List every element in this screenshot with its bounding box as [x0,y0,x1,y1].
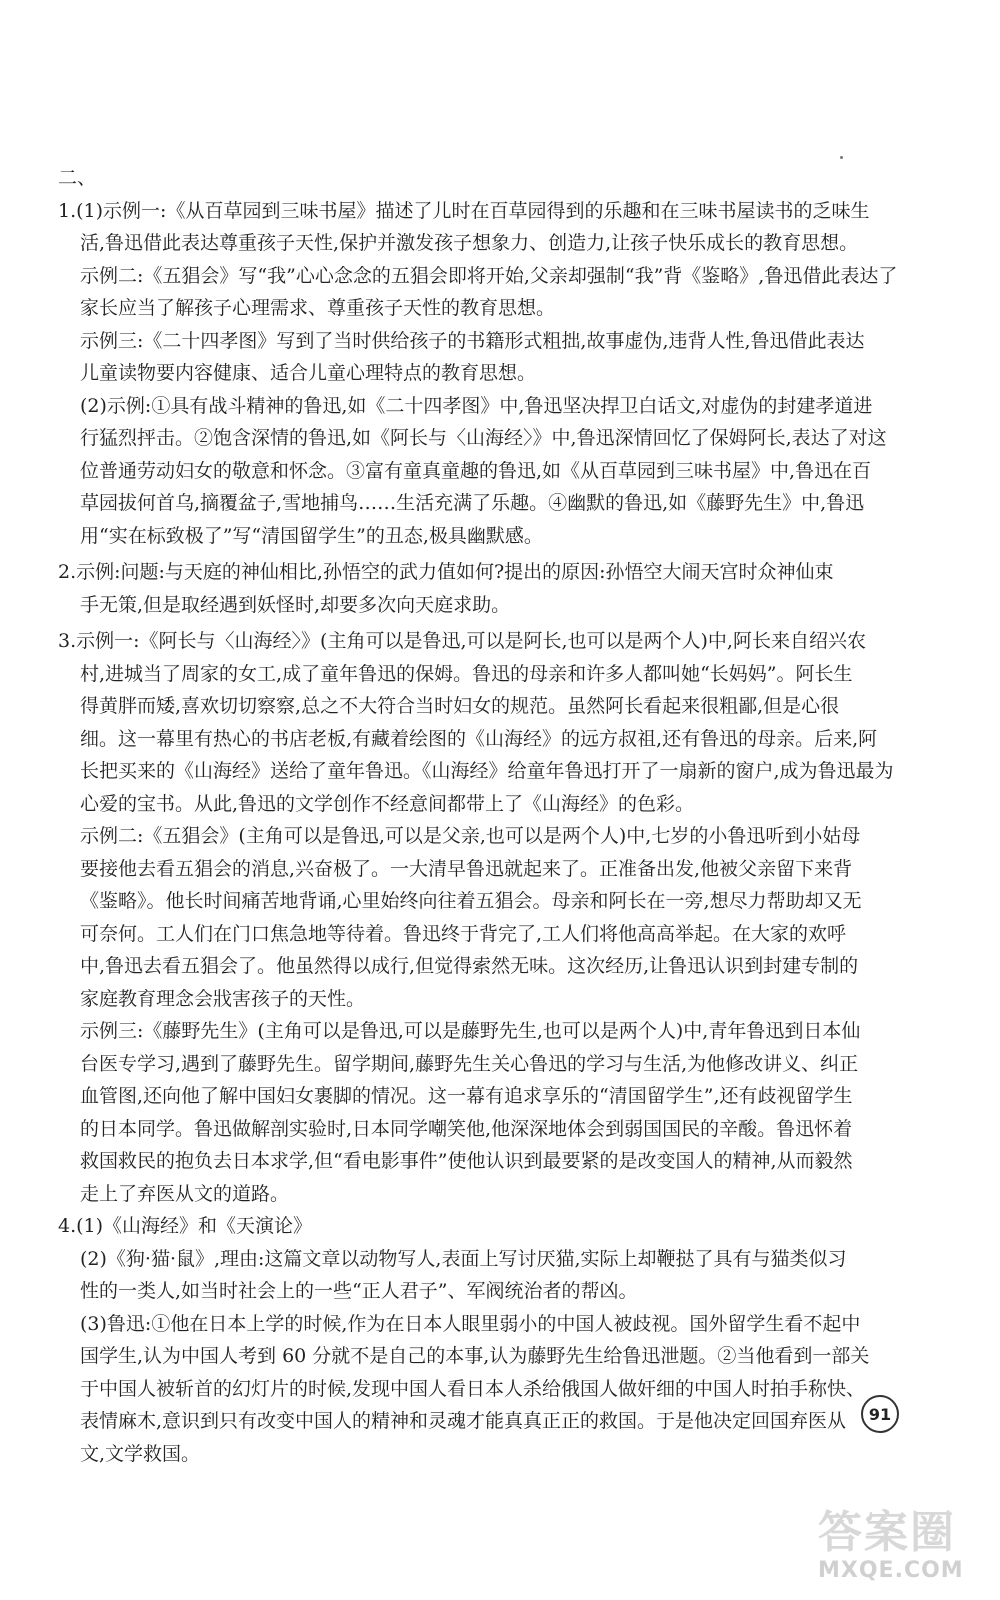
text-line: 手无策,但是取经遇到妖怪时,却要多次向天庭求助。 [80,593,511,616]
text-line: 细。这一幕里有热心的书店老板,有藏着绘图的《山海经》的远方叔祖,还有鲁迅的母亲。后来,阿 [80,727,878,750]
text-line: 示例三:《藤野先生》(主角可以是鲁迅,可以是藤野先生,也可以是两个人)中,青年鲁迅到日本仙 [80,1020,861,1042]
text-line: 得黄胖而矮,喜欢切切察察,总之不大符合当时妇女的规范。虽然阿长看起来很粗鄙,但是心很 [80,695,840,717]
text-line: 村,进城当了周家的女工,成了童年鲁迅的保姆。鲁迅的母亲和许多人都叫她“长妈妈”。阿长生 [80,662,853,685]
text-line: 草园拔何首乌,摘覆盆子,雪地捕鸟……生活充满了乐趣。④幽默的鲁迅,如《藤野先生》中,鲁迅 [80,492,865,514]
scan-speck [840,156,843,159]
text-line: 2.示例:问题:与天庭的神仙相比,孙悟空的武力值如何?提出的原因:孙悟空大闹天宫时众神仙束 [58,561,834,583]
text-line: 救国救民的抱负去日本求学,但“看电影事件”使他认识到最要紧的是改变国人的精神,从而毅然 [80,1150,853,1172]
text-line: 《鉴略》。他长时间痛苦地背诵,心里始终向往着五猖会。母亲和阿长在一旁,想尽力帮助却又无 [80,890,862,912]
text-line: 心爱的宝书。从此,鲁迅的文学创作不经意间都带上了《山海经》的色彩。 [80,792,695,815]
watermark-logo [818,1508,988,1594]
text-line: 于中国人被斩首的幻灯片的时候,发现中国人看日本人杀给俄国人做奸细的中国人时拍手称快、 [80,1377,866,1400]
watermark-bottom: MXQE.COM [818,1558,964,1583]
text-line: 血管图,还向他了解中国妇女裹脚的情况。这一幕有追求享乐的“清国留学生”,还有歧视留学生 [80,1085,853,1107]
text-line: 位普通劳动妇女的敬意和怀念。③富有童真童趣的鲁迅,如《从百草园到三味书屋》中,鲁迅在百 [80,459,872,482]
text-line: 儿童读物要内容健康、适合儿童心理特点的教育思想。 [80,362,537,384]
section-heading: 二、 [58,167,97,189]
text-line: 用“实在标致极了”写“清国留学生”的丑态,极具幽默感。 [80,524,543,547]
text-line: 活,鲁迅借此表达尊重孩子天性,保护并激发孩子想象力、创造力,让孩子快乐成长的教育思想。 [80,232,859,254]
text-line: 中,鲁迅去看五猖会了。他虽然得以成行,但觉得索然无味。这次经历,让鲁迅认识到封建专制的 [80,955,859,977]
text-line: (3)鲁迅:①他在日本上学的时候,作为在日本人眼里弱小的中国人被歧视。国外留学生看不起中 [80,1312,861,1335]
text-line: 性的一类人,如当时社会上的一些“正人君子”、军阀统治者的帮凶。 [80,1280,638,1302]
text-line: 台医专学习,遇到了藤野先生。留学期间,藤野先生关心鲁迅的学习与生活,为他修改讲义、纠正 [80,1052,859,1075]
page-number: 91 [861,1395,899,1433]
text-line: 要接他去看五猖会的消息,兴奋极了。一大清早鲁迅就起来了。正准备出发,他被父亲留下来背 [80,857,853,880]
text-line: 家庭教育理念会戕害孩子的天性。 [80,987,366,1010]
text-line: 4.(1)《山海经》和《天演论》 [58,1215,313,1237]
text-line: (2)《狗·猫·鼠》,理由:这篇文章以动物写人,表面上写讨厌猫,实际上却鞭挞了具有与猫类似习 [80,1247,847,1270]
text-line: 的日本同学。鲁迅做解剖实验时,日本同学嘲笑他,他深深地体会到弱国国民的辛酸。鲁迅怀着 [80,1117,853,1140]
text-line: 可奈何。工人们在门口焦急地等待着。鲁迅终于背完了,工人们将他高高举起。在大家的欢呼 [80,922,847,945]
text-line: 示例二:《五猖会》(主角可以是鲁迅,可以是父亲,也可以是两个人)中,七岁的小鲁迅听到小姑母 [80,825,861,847]
text-line: (2)示例:①具有战斗精神的鲁迅,如《二十四孝图》中,鲁迅坚决捍卫白话文,对虚伪的封建孝道进 [80,394,873,417]
text-line: 3.示例一:《阿长与〈山海经〉》(主角可以是鲁迅,可以是阿长,也可以是两个人)中,阿长来自绍兴农 [58,630,866,652]
text-line: 长把买来的《山海经》送给了童年鲁迅。《山海经》给童年鲁迅打开了一扇新的窗户,成为鲁迅最为 [80,760,894,782]
text-line: 家长应当了解孩子心理需求、尊重孩子天性的教育思想。 [80,297,556,319]
text-line: 国学生,认为中国人考到 60 分就不是自己的本事,认为藤野先生给鲁迅泄题。②当他看到一部关 [80,1345,870,1367]
text-line: 行猛烈抨击。②饱含深情的鲁迅,如《阿长与〈山海经〉》中,鲁迅深情回忆了保姆阿长,表达了对这 [80,427,887,449]
watermark-top: 答案圈 [818,1507,956,1558]
text-line: 1.(1)示例一:《从百草园到三味书屋》描述了儿时在百草园得到的乐趣和在三味书屋读书的乏味生 [58,199,870,222]
text-line: 示例二:《五猖会》写“我”心心念念的五猖会即将开始,父亲却强制“我”背《鉴略》,鲁迅借此表达了 [80,264,898,287]
text-line: 表情麻木,意识到只有改变中国人的精神和灵魂才能真真正正的救国。于是他决定回国弃医从 [80,1410,847,1432]
text-line: 示例三:《二十四孝图》写到了当时供给孩子的书籍形式粗拙,故事虚伪,违背人性,鲁迅借此表达 [80,329,865,352]
answer-text [58,162,938,1470]
text-line: 文,文学救国。 [80,1442,201,1465]
text-line: 走上了弃医从文的道路。 [80,1182,290,1205]
